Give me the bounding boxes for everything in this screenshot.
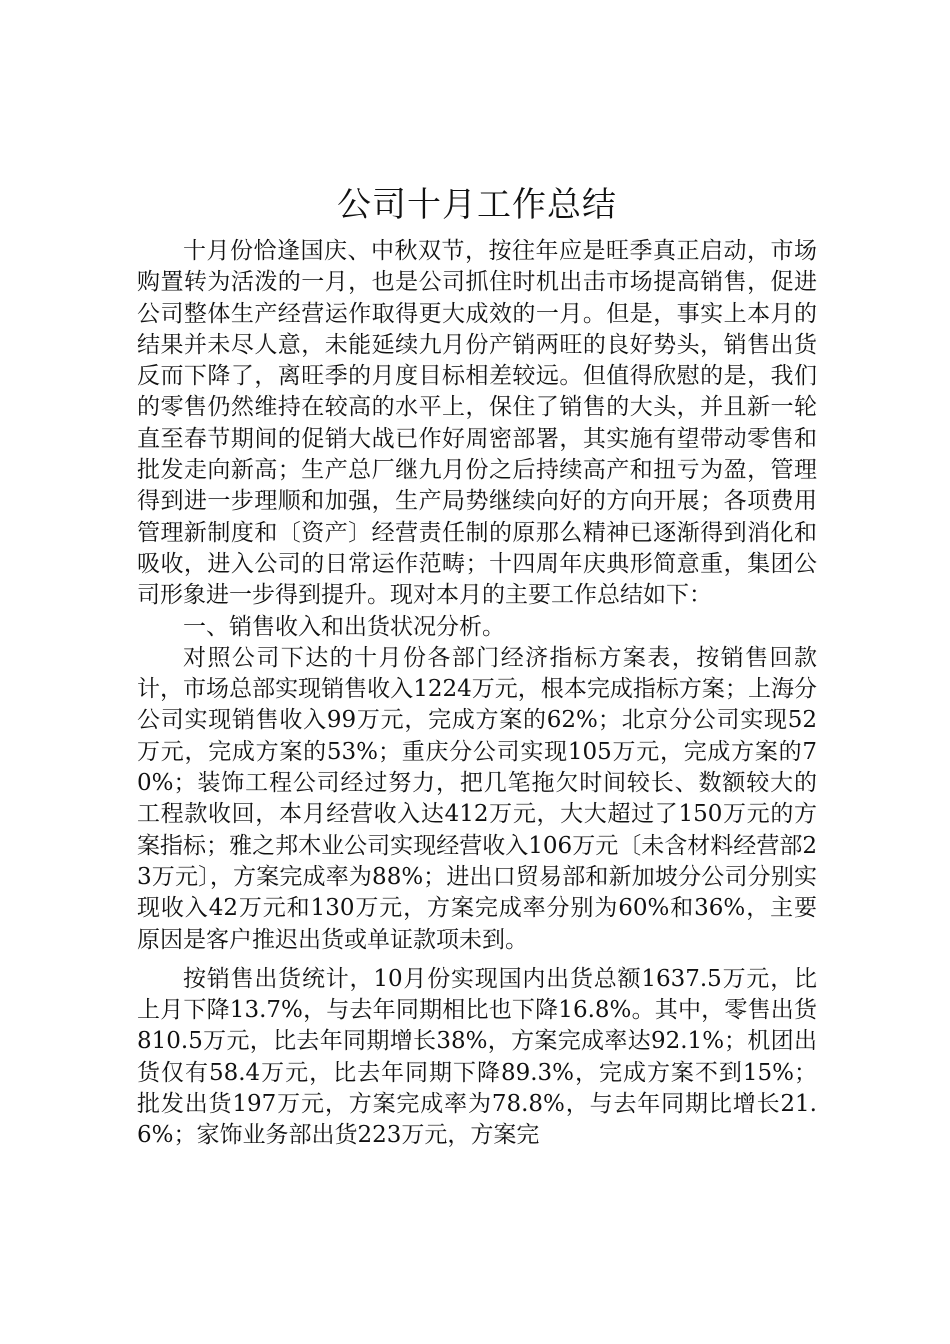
paragraph-shipment-stats: 按销售出货统计，10月份实现国内出货总额1637.5万元，比上月下降13.7%，与去年同期相比也下降16.8%。其中，零售出货810.5万元，比去年同期增长38%，方案完成率达92.1%；机团出货仅有58.4万元，比去年同期下降89.3%，完成方案不到15%；批发出货197万元，方案完成率为78.8%，与去年同期比增长21.6%；家饰业务部出货223万元，方案完: [137, 965, 817, 1149]
paragraph-section-heading: 一、销售收入和出货状况分析。: [183, 613, 505, 640]
paragraph-sales-revenue: 对照公司下达的十月份各部门经济指标方案表，按销售回款计，市场总部实现销售收入1224万元，根本完成指标方案；上海分公司实现销售收入99万元，完成方案的62%；北京分公司实现52万元，完成方案的53%；重庆分公司实现105万元，完成方案的70%；装饰工程公司经过努力，把几笔拖欠时间较长、数额较大的工程款收回，本月经营收入达412万元，大大超过了150万元的方案指标；雅之邦木业公司实现经营收入106万元〔未含材料经营部23万元〕，方案完成率为88%；进出口贸易部和新加坡分公司分别实现收入42万元和130万元，方案完成率分别为60%和36%，主要原因是客户推迟出货或单证款项未到。: [137, 644, 817, 953]
document-title: 公司十月工作总结: [337, 185, 617, 225]
document-body: [137, 178, 817, 1152]
paragraph-intro: 十月份恰逢国庆、中秋双节，按往年应是旺季真正启动，市场购置转为活泼的一月，也是公司抓住时机出击市场提高销售，促进公司整体生产经营运作取得更大成效的一月。但是，事实上本月的结果并未尽人意，未能延续九月份产销两旺的良好势头，销售出货反而下降了，离旺季的月度目标相差较远。但值得欣慰的是，我们的零售仍然维持在较高的水平上，保住了销售的大头，并且新一轮直至春节期间的促销大战已作好周密部署，其实施有望带动零售和批发走向新高；生产总厂继九月份之后持续高产和扭亏为盈，管理得到进一步理顺和加强，生产局势继续向好的方向开展；各项费用管理新制度和〔资产〕经营责任制的原那么精神已逐渐得到消化和吸收，进入公司的日常运作范畴；十四周年庆典形简意重，集团公司形象进一步得到提升。现对本月的主要工作总结如下：: [137, 238, 817, 609]
